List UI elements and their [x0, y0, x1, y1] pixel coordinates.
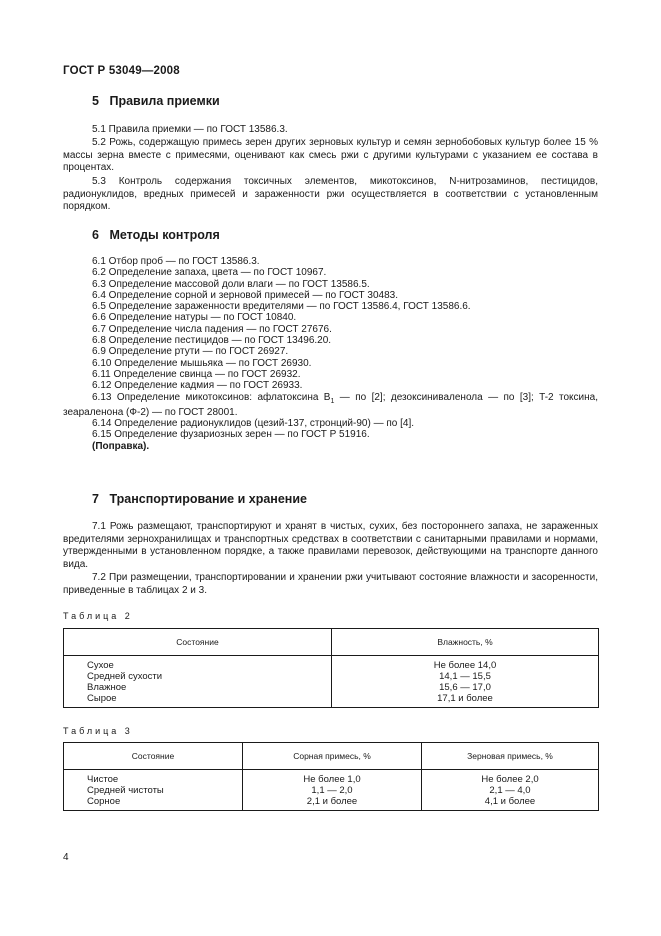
table-cell: Влажное — [64, 682, 332, 693]
subscript: 1 — [330, 397, 335, 405]
table-row — [64, 682, 599, 693]
paragraph-7-2: 7.2 При размещении, транспортировании и хранении ржи учитывают состояние влажности и засоренности, приведенные в таблицах 2 и 3. — [63, 572, 598, 596]
list-item: 6.8 Определение пестицидов — по ГОСТ 13496.20. — [92, 335, 332, 347]
list-item-6-13 — [63, 392, 598, 419]
list-item: 6.5 Определение зараженности вредителями — по ГОСТ 13586.4, ГОСТ 13586.6. — [92, 301, 471, 313]
list-item: 6.3 Определение массовой доли влаги — по ГОСТ 13586.5. — [92, 278, 370, 290]
table-cell: Сухое — [64, 656, 332, 672]
mycotoxin-text: 6.13 Определение микотоксинов: афлатоксина B — [92, 391, 331, 403]
table-cell: Средней чистоты — [64, 785, 243, 796]
table-3 — [63, 742, 599, 811]
table-header: Состояние — [64, 743, 243, 770]
list-item: 6.7 Определение числа падения — по ГОСТ 27676. — [92, 323, 332, 335]
list-item: 6.12 Определение кадмия — по ГОСТ 26933. — [92, 380, 303, 392]
methods-list — [63, 256, 598, 452]
table-cell: 17,1 и более — [332, 693, 599, 708]
section-5-title: Правила приемки — [109, 94, 220, 108]
table-cell: Не более 1,0 — [243, 770, 422, 786]
table-row — [64, 693, 599, 708]
table-2 — [63, 628, 599, 708]
list-item: 6.6 Определение натуры — по ГОСТ 10840. — [92, 312, 297, 324]
list-item: 6.9 Определение ртути — по ГОСТ 26927. — [92, 346, 289, 358]
list-item: 6.1 Отбор проб — по ГОСТ 13586.3. — [92, 256, 260, 267]
list-item: 6.15 Определение фузариозных зерен — по ГОСТ Р 51916. — [92, 429, 370, 441]
section-6-heading — [92, 228, 220, 242]
table-row — [64, 770, 599, 786]
table-cell: 14,1 — 15,5 — [332, 671, 599, 682]
section-6-number: 6 — [92, 228, 99, 242]
list-item: 6.11 Определение свинца — по ГОСТ 26932. — [92, 368, 301, 380]
table-cell: Сорное — [64, 796, 243, 811]
page-number: 4 — [63, 852, 69, 863]
table-header: Зерновая примесь, % — [422, 743, 599, 770]
table-row — [64, 656, 599, 672]
table-2-caption: Таблица 2 — [63, 611, 133, 621]
table-cell: 15,6 — 17,0 — [332, 682, 599, 693]
table-cell: Не более 14,0 — [332, 656, 599, 672]
paragraph-5-2: 5.2 Рожь, содержащую примесь зерен других зерновых культур и семян зернобобовых культур более 15 % массы зерна вместе с примесями, оценивают как смесь ржи с другими культурами с указанием ее состава в процентах. — [63, 137, 598, 174]
paragraph-5-3: 5.3 Контроль содержания токсичных элементов, микотоксинов, N-нитрозаминов, пестицидов, радионуклидов, вредных примесей и зараженности ржи осуществляется в соответствии с установленным порядком. — [63, 176, 598, 213]
table-row — [64, 785, 599, 796]
list-item: 6.4 Определение сорной и зерновой примесей — по ГОСТ 30483. — [92, 289, 398, 301]
table-row — [64, 671, 599, 682]
section-7-heading — [92, 492, 307, 506]
list-item: 6.14 Определение радионуклидов (цезий-137, стронций-90) — по [4]. — [92, 418, 415, 430]
table-cell: 1,1 — 2,0 — [243, 785, 422, 796]
table-header: Состояние — [64, 629, 332, 656]
section-5-heading — [92, 94, 220, 108]
table-cell: Средней сухости — [64, 671, 332, 682]
table-cell: 2,1 и более — [243, 796, 422, 811]
table-cell: Не более 2,0 — [422, 770, 599, 786]
amendment-note: (Поправка). — [92, 440, 150, 452]
document-header: ГОСТ Р 53049—2008 — [63, 65, 180, 77]
list-item: 6.2 Определение запаха, цвета — по ГОСТ 10967. — [92, 267, 327, 279]
section-7-title: Транспортирование и хранение — [109, 492, 307, 506]
table-cell: 4,1 и более — [422, 796, 599, 811]
paragraph-7-1: 7.1 Рожь размещают, транспортируют и хранят в чистых, сухих, без постороннего запаха, не зараженных вредителями зернохранилищах и транспортных средствах в соответствии с санитарными правилами и нормами, утвержденными в установленном порядке, а также правилами перевозок, действующими на транспорте данного вида. — [63, 521, 598, 570]
section-6-title: Методы контроля — [109, 228, 220, 242]
mycotoxin-text-rest: — по [2]; дезоксиниваленола — по [3]; T-2 токсина, зеараленона (Ф-2) — по ГОСТ 28001. — [63, 391, 598, 418]
paragraph-5-1: 5.1 Правила приемки — по ГОСТ 13586.3. — [92, 124, 288, 135]
table-cell: 2,1 — 4,0 — [422, 785, 599, 796]
section-7-number: 7 — [92, 492, 99, 506]
table-3-caption: Таблица 3 — [63, 726, 133, 736]
table-row — [64, 796, 599, 811]
section-5-number: 5 — [92, 94, 99, 108]
table-cell: Сырое — [64, 693, 332, 708]
table-cell: Чистое — [64, 770, 243, 786]
table-header: Сорная примесь, % — [243, 743, 422, 770]
list-item: 6.10 Определение мышьяка — по ГОСТ 26930. — [92, 357, 312, 369]
table-header: Влажность, % — [332, 629, 599, 656]
